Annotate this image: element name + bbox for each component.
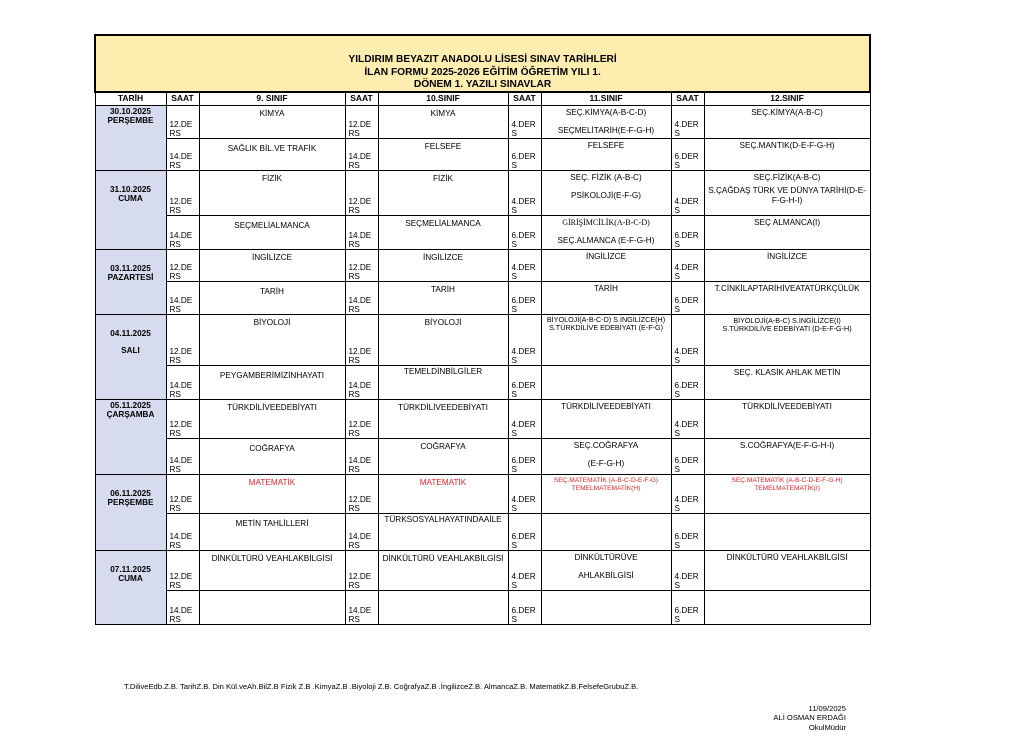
exam-weekday: SALI: [121, 346, 140, 356]
title-line-3: DÖNEM 1. YAZILI SINAVLAR: [413, 78, 552, 90]
exam-time: 4.DERS: [511, 346, 536, 365]
exam-subject-cell: [378, 171, 508, 216]
exam-subject-secondary: SEÇMELİTARİH(E-F-G-H): [557, 126, 655, 136]
exam-subject: SEÇ.KİMYA(A-B-C-D): [565, 108, 647, 117]
exam-subject: COĞRAFYA: [420, 442, 466, 451]
exam-time: 6.DERS: [674, 605, 699, 624]
exam-time: 4.DERS: [674, 571, 699, 590]
exam-time-cell: [508, 551, 541, 591]
exam-subject-cell: [704, 250, 870, 282]
exam-time: 6.DERS: [674, 295, 699, 314]
exam-subject-secondary: (E-F-G-H): [587, 459, 625, 469]
exam-time-cell: [508, 591, 541, 625]
header-time-12: SAAT: [671, 92, 704, 106]
exam-subject: TARİH: [260, 287, 284, 296]
exam-subject: SEÇ ALMANCA(I): [754, 218, 821, 227]
exam-time-cell: [166, 366, 199, 400]
exam-subject: SEÇ. KLASİK AHLAK METİN: [733, 368, 841, 377]
signature-name: ALİ OSMAN ERDAĞI: [773, 713, 846, 723]
exam-time-cell: [671, 139, 704, 171]
exam-subject-cell: [199, 139, 345, 171]
exam-date: 31.10.2025: [110, 185, 151, 194]
schedule-row: [95, 551, 870, 591]
schedule-row: [95, 366, 870, 400]
exam-subject-cell: [704, 366, 870, 400]
signature-date: 11/09/2025: [808, 704, 846, 713]
exam-subject: SEÇ.COĞRAFYA: [573, 441, 639, 450]
exam-time: 4.DERS: [511, 494, 536, 513]
exam-time-cell: [508, 514, 541, 551]
exam-subject-cell: [378, 439, 508, 475]
exam-time: 4.DERS: [674, 346, 699, 365]
exam-date: 30.10.2025: [110, 107, 151, 116]
exam-time: 12.DERS: [169, 262, 193, 281]
exam-subject: TÜRKDİLİVEEDEBİYATI: [227, 403, 317, 412]
title-line-2: İLAN FORMU 2025-2026 EĞİTİM ÖĞRETİM YILI 1.: [364, 66, 601, 78]
exam-time: 12.DERS: [348, 196, 372, 215]
exam-subject: BİYOLOJİ(A-B-C) S.İNGİLİZCE(I): [733, 316, 841, 325]
exam-time-cell: [166, 514, 199, 551]
exam-time: 12.DERS: [348, 571, 372, 590]
title-line-1: YILDIRIM BEYAZIT ANADOLU LİSESİ SINAV TARİHLERİ: [348, 54, 617, 66]
date-cell: [95, 475, 166, 551]
exam-subject-cell: [704, 475, 870, 514]
schedule-row: [95, 171, 870, 216]
exam-subject-cell: [199, 400, 345, 439]
schedule-row: [95, 439, 870, 475]
exam-subject: TARİH: [594, 284, 618, 293]
exam-time: 14.DERS: [348, 380, 372, 399]
exam-time: 4.DERS: [511, 419, 536, 438]
exam-time-cell: [166, 591, 199, 625]
exam-subject-cell: [704, 439, 870, 475]
exam-time-cell: [345, 171, 378, 216]
exam-time: 6.DERS: [674, 531, 699, 550]
exam-subject: SEÇ.MATEMATİK (A-B-C-D-E-F-G-H): [731, 477, 843, 484]
exam-time-cell: [508, 439, 541, 475]
exam-subject: PEYGAMBERİMİZİNHAYATI: [219, 371, 325, 380]
exam-subject-cell: [378, 475, 508, 514]
exam-time-cell: [166, 171, 199, 216]
exam-time-cell: [671, 439, 704, 475]
exam-subject-cell: [199, 439, 345, 475]
exam-subject-cell: [199, 282, 345, 315]
exam-subject: SEÇ.MATEMATİK (A-B-C-D-E-F-G): [553, 477, 659, 484]
date-cell: [95, 551, 166, 625]
date-cell: [95, 171, 166, 250]
exam-time-cell: [345, 106, 378, 139]
exam-subject-secondary: TEMELMATEMATİK(I): [754, 484, 820, 492]
exam-time: 12.DERS: [348, 494, 372, 513]
exam-subject-cell: [704, 282, 870, 315]
exam-subject-cell: [378, 216, 508, 250]
exam-time-cell: [345, 475, 378, 514]
exam-time-cell: [345, 400, 378, 439]
exam-subject-secondary: TEMELMATEMATİK(H): [571, 484, 641, 492]
exam-time-cell: [671, 171, 704, 216]
exam-subject: SEÇ. FİZİK (A-B-C): [570, 173, 642, 182]
exam-subject: SEÇMELİALMANCA: [405, 219, 481, 228]
header-row: [95, 92, 870, 106]
exam-time-cell: [166, 439, 199, 475]
exam-schedule-table: [94, 34, 871, 625]
exam-subject-cell: [704, 514, 870, 551]
exam-time: 4.DERS: [674, 196, 699, 215]
exam-date: 05.11.2025: [110, 401, 151, 410]
exam-subject-cell: [541, 282, 671, 315]
exam-time: 6.DERS: [511, 151, 536, 170]
exam-time: 12.DERS: [348, 119, 372, 138]
exam-time-cell: [166, 551, 199, 591]
exam-subject-cell: [541, 171, 671, 216]
schedule-row: [95, 216, 870, 250]
exam-time: 12.DERS: [169, 196, 193, 215]
exam-time: 4.DERS: [511, 196, 536, 215]
exam-subject-cell: [704, 400, 870, 439]
exam-time-cell: [508, 171, 541, 216]
exam-subject: TÜRKDİLİVEEDEBİYATI: [561, 402, 651, 411]
exam-time-cell: [671, 282, 704, 315]
exam-time-cell: [671, 250, 704, 282]
exam-subject: DİNKÜLTÜRÜ VEAHLAKBİLGİSİ: [382, 554, 504, 563]
date-cell: [95, 106, 166, 171]
exam-subject: MATEMATİK: [419, 478, 467, 487]
header-time-11: SAAT: [508, 92, 541, 106]
abbreviation-footer: T.DiliveEdb.Z.B. TarihZ.B. Din Kül.veAh.BilZ.B Fizik Z.B .KimyaZ.B .Biyoloji Z.B. CoğrafyaZ.B .İngilizceZ.B. AlmancaZ.B. MatematikZ.B.FelsefeGrubuZ.B.: [124, 682, 639, 691]
exam-time-cell: [166, 400, 199, 439]
exam-time-cell: [166, 216, 199, 250]
exam-subject-secondary: AHLAKBİLGİSİ: [578, 571, 634, 581]
exam-subject: S.COĞRAFYA(E-F-G-H-I): [739, 441, 835, 450]
exam-subject-cell: [541, 106, 671, 139]
schedule-row: [95, 400, 870, 439]
exam-time-cell: [166, 315, 199, 366]
exam-subject-secondary: S.TÜRKDİLİVE EDEBİYATI (D-E-F-G-H): [722, 324, 852, 334]
exam-subject-cell: [378, 106, 508, 139]
date-cell: [95, 315, 166, 400]
exam-subject: SEÇMELİALMANCA: [234, 221, 310, 230]
exam-subject-cell: [199, 216, 345, 250]
exam-time-cell: [508, 475, 541, 514]
exam-time: 6.DERS: [674, 380, 699, 399]
exam-time-cell: [671, 591, 704, 625]
exam-time-cell: [671, 315, 704, 366]
exam-time: 12.DERS: [348, 262, 372, 281]
exam-subject-cell: [541, 366, 671, 400]
exam-subject-cell: [541, 139, 671, 171]
exam-time: 12.DERS: [169, 119, 193, 138]
exam-subject: BİYOLOJİ: [253, 318, 291, 327]
exam-subject-cell: [378, 591, 508, 625]
exam-subject-cell: [541, 591, 671, 625]
schedule-row: [95, 475, 870, 514]
exam-subject-cell: [199, 250, 345, 282]
exam-time-cell: [345, 282, 378, 315]
schedule-title: [95, 35, 870, 92]
exam-time-cell: [166, 250, 199, 282]
exam-time: 14.DERS: [169, 531, 193, 550]
exam-time: 12.DERS: [169, 346, 193, 365]
exam-time-cell: [345, 315, 378, 366]
exam-time-cell: [345, 139, 378, 171]
exam-time-cell: [166, 139, 199, 171]
exam-time-cell: [508, 400, 541, 439]
exam-time: 12.DERS: [169, 419, 193, 438]
exam-subject: TARİH: [431, 285, 455, 294]
exam-subject-cell: [541, 475, 671, 514]
exam-subject-cell: [541, 216, 671, 250]
exam-time: 6.DERS: [674, 455, 699, 474]
exam-time-cell: [508, 282, 541, 315]
exam-subject: TÜRKDİLİVEEDEBİYATI: [398, 403, 488, 412]
exam-time: 14.DERS: [169, 605, 193, 624]
exam-subject-cell: [199, 106, 345, 139]
exam-subject-cell: [199, 475, 345, 514]
exam-subject-cell: [199, 514, 345, 551]
exam-time: 14.DERS: [169, 151, 193, 170]
exam-subject: SAĞLIK BİL.VE TRAFİK: [227, 144, 317, 153]
exam-subject: İNGİLİZCE: [251, 253, 293, 262]
exam-subject-cell: [378, 139, 508, 171]
schedule-row: [95, 250, 870, 282]
exam-subject: DİNKÜLTÜRÜ VEAHLAKBİLGİSİ: [211, 554, 333, 563]
exam-subject: FİZİK: [261, 174, 282, 183]
exam-subject: DİNKÜLTÜRÜ VEAHLAKBİLGİSİ: [726, 553, 848, 562]
exam-subject-cell: [199, 551, 345, 591]
exam-date: 04.11.2025: [110, 329, 151, 338]
exam-subject: SEÇ.KİMYA(A-B-C): [751, 108, 823, 117]
date-cell: [95, 250, 166, 315]
schedule-row: [95, 139, 870, 171]
exam-subject: İNGİLİZCE: [585, 252, 627, 261]
exam-time-cell: [345, 551, 378, 591]
exam-subject: TÜRKSOSYALHAYATINDAAİLE: [384, 515, 502, 524]
exam-subject: KİMYA: [430, 109, 456, 118]
exam-subject-cell: [378, 315, 508, 366]
exam-subject-secondary: S.ÇAĞDAŞ TÜRK VE DÜNYA TARİHİ(D-E-F-G-H-I): [708, 186, 866, 205]
exam-date: 06.11.2025: [110, 489, 151, 498]
exam-time: 14.DERS: [169, 295, 193, 314]
exam-time: 4.DERS: [511, 262, 536, 281]
header-grade-11: 11.SINIF: [541, 92, 671, 106]
exam-subject-cell: [704, 551, 870, 591]
exam-subject-cell: [199, 315, 345, 366]
exam-time: 6.DERS: [674, 230, 699, 249]
exam-time: 14.DERS: [169, 380, 193, 399]
exam-subject-cell: [199, 366, 345, 400]
exam-subject: GİRİŞİMCİLİK(A-B-C-D): [562, 218, 650, 227]
exam-subject: MATEMATİK: [248, 478, 296, 487]
exam-time: 6.DERS: [511, 605, 536, 624]
exam-time: 6.DERS: [511, 380, 536, 399]
exam-time: 4.DERS: [511, 571, 536, 590]
exam-subject-cell: [541, 250, 671, 282]
exam-subject-cell: [378, 282, 508, 315]
exam-subject-cell: [378, 250, 508, 282]
header-time-10: SAAT: [345, 92, 378, 106]
schedule-row: [95, 282, 870, 315]
exam-time-cell: [508, 366, 541, 400]
exam-weekday: PERŞEMBE: [107, 116, 154, 126]
exam-weekday: CUMA: [118, 574, 143, 584]
exam-subject: İNGİLİZCE: [767, 252, 808, 261]
exam-subject-cell: [378, 400, 508, 439]
header-grade-10: 10.SINIF: [378, 92, 508, 106]
schedule-row: [95, 106, 870, 139]
exam-subject: İNGİLİZCE: [422, 253, 464, 262]
exam-subject-cell: [704, 139, 870, 171]
exam-time: 14.DERS: [348, 531, 372, 550]
exam-subject-cell: [378, 366, 508, 400]
exam-subject-cell: [541, 551, 671, 591]
exam-subject-cell: [704, 106, 870, 139]
exam-time-cell: [671, 216, 704, 250]
exam-time: 4.DERS: [674, 119, 699, 138]
exam-subject: COĞRAFYA: [249, 444, 295, 453]
exam-subject-cell: [704, 315, 870, 366]
exam-subject: FELSEFE: [424, 142, 462, 151]
exam-subject: TEMELDİNBİLGİLER: [403, 367, 483, 376]
exam-time: 14.DERS: [348, 605, 372, 624]
exam-time: 14.DERS: [348, 455, 372, 474]
exam-time-cell: [671, 514, 704, 551]
exam-subject-secondary: SEÇ.ALMANCA (E-F-G-H): [557, 236, 655, 246]
exam-time-cell: [345, 250, 378, 282]
exam-subject: SEÇ.FİZİK(A-B-C): [753, 173, 821, 182]
exam-time: 14.DERS: [348, 295, 372, 314]
header-date: TARİH: [95, 92, 166, 106]
signature-block: [773, 704, 846, 732]
exam-time: 14.DERS: [348, 151, 372, 170]
exam-weekday: ÇARŞAMBA: [106, 410, 155, 420]
exam-time: 14.DERS: [169, 455, 193, 474]
exam-time-cell: [508, 315, 541, 366]
exam-time: 4.DERS: [674, 262, 699, 281]
exam-time-cell: [508, 139, 541, 171]
schedule-row: [95, 514, 870, 551]
exam-time-cell: [345, 439, 378, 475]
exam-time-cell: [345, 514, 378, 551]
exam-subject: KİMYA: [259, 109, 285, 118]
exam-time: 6.DERS: [511, 230, 536, 249]
exam-time-cell: [508, 250, 541, 282]
date-cell: [95, 400, 166, 475]
exam-time: 12.DERS: [169, 494, 193, 513]
exam-time-cell: [508, 106, 541, 139]
signature-title: OkulMüdür: [808, 722, 846, 732]
exam-time: 4.DERS: [674, 494, 699, 513]
exam-time: 6.DERS: [511, 455, 536, 474]
exam-subject: FİZİK: [432, 174, 453, 183]
exam-subject-cell: [541, 315, 671, 366]
exam-subject-cell: [199, 171, 345, 216]
exam-subject: TÜRKDİLİVEEDEBİYATI: [742, 402, 832, 411]
exam-date: 07.11.2025: [110, 565, 151, 574]
exam-time: 12.DERS: [348, 346, 372, 365]
exam-time-cell: [345, 591, 378, 625]
exam-time: 14.DERS: [169, 230, 193, 249]
exam-weekday: CUMA: [118, 194, 143, 204]
exam-subject: METİN TAHLİLLERİ: [235, 519, 309, 528]
exam-time-cell: [671, 106, 704, 139]
header-time-9: SAAT: [166, 92, 199, 106]
exam-time-cell: [345, 216, 378, 250]
exam-subject: BİYOLOJİ: [424, 318, 462, 327]
exam-subject-cell: [704, 171, 870, 216]
exam-time: 6.DERS: [511, 295, 536, 314]
header-grade-12: 12.SINIF: [704, 92, 870, 106]
exam-weekday: PERŞEMBE: [107, 498, 154, 508]
exam-subject-cell: [541, 439, 671, 475]
exam-time-cell: [671, 366, 704, 400]
exam-subject-cell: [704, 591, 870, 625]
exam-time: 12.DERS: [348, 419, 372, 438]
exam-subject-cell: [541, 514, 671, 551]
exam-subject-cell: [541, 400, 671, 439]
exam-subject: SEÇ.MANTIK(D-E-F-G-H): [739, 141, 835, 150]
exam-time-cell: [671, 551, 704, 591]
exam-subject-cell: [704, 216, 870, 250]
exam-subject: DİNKÜLTÜRÜVE: [574, 553, 638, 562]
exam-time: 4.DERS: [511, 119, 536, 138]
exam-subject: BİYOLOJİ(A-B-C-D) S.İNGİLİZCE(H): [546, 315, 666, 324]
exam-time: 14.DERS: [348, 230, 372, 249]
schedule-row: [95, 591, 870, 625]
exam-date: 03.11.2025: [110, 264, 151, 273]
exam-time-cell: [671, 400, 704, 439]
exam-subject: FELSEFE: [587, 141, 625, 150]
exam-time-cell: [508, 216, 541, 250]
exam-time-cell: [345, 366, 378, 400]
exam-subject-secondary: PSİKOLOJİ(E-F-G): [570, 191, 642, 201]
exam-time-cell: [166, 106, 199, 139]
exam-time-cell: [166, 282, 199, 315]
exam-subject-cell: [378, 514, 508, 551]
exam-subject-secondary: S.TÜRKDİLİVE EDEBİYATI (E-F-G): [549, 323, 663, 333]
exam-time: 6.DERS: [674, 151, 699, 170]
exam-time-cell: [166, 475, 199, 514]
header-grade-9: 9. SINIF: [199, 92, 345, 106]
exam-time: 12.DERS: [169, 571, 193, 590]
exam-time-cell: [671, 475, 704, 514]
exam-time: 4.DERS: [674, 419, 699, 438]
exam-time: 6.DERS: [511, 531, 536, 550]
exam-subject-cell: [199, 591, 345, 625]
schedule-row: [95, 315, 870, 366]
exam-weekday: PAZARTESİ: [107, 273, 154, 283]
exam-subject: T.CİNKİLAPTARİHİVEATATÜRKÇÜLÜK: [714, 284, 860, 293]
exam-subject-cell: [378, 551, 508, 591]
